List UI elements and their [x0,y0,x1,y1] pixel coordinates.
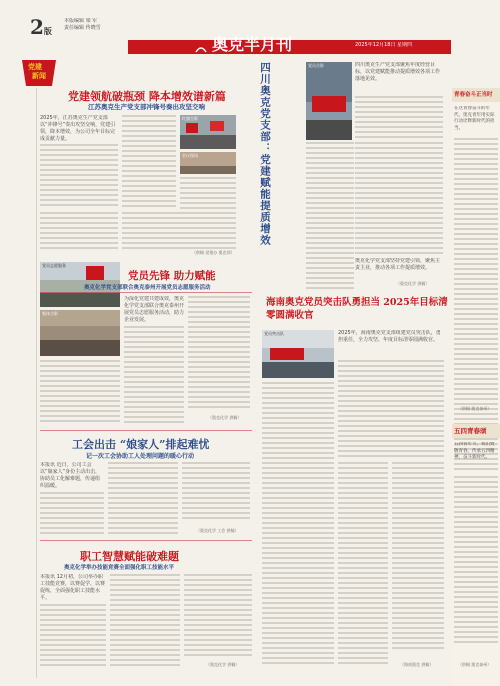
article-5-title: 工会出击 “娘家人”排起难忧 [72,438,210,451]
article-4-photo [262,330,334,378]
article-2-title: 四川奥克党支部：党建赋能提质增效 [259,62,271,246]
photo-caption: 会议现场 [182,153,198,158]
article-6-lead: 本报讯 12月初，公司举办职工技能竞赛，以赛促学、以赛促练，全面强化职工技能水平。 [40,574,106,601]
page-number: 2版 [30,15,52,39]
sidebar-byline-2: （供稿 奥克泰州） [458,662,492,667]
article-6-subtitle: 奥克化学举办技能竞赛全面强化职工技能水平 [64,565,175,571]
paper-logo [192,37,312,57]
article-3-byline: （奥克化学 供稿） [208,415,242,420]
article-7-byline: （奥克化学 供稿） [396,281,430,286]
article-1-byline: （供稿 党建办 奥克邦） [192,250,235,255]
article-2-lead: 四川奥克生产党支部聚焦年度经营目标，以党建赋能推动提质增效各项工作落地见效。 [355,62,441,82]
article-3-photo-2 [40,310,120,356]
sidebar-text-1: 在这青春奋斗的年代，奥克青年用实际行动诠释新时代的担当。 [454,106,495,131]
issue-date: 2025年12月18日 星期四 [355,42,413,48]
article-4-byline: （海南奥克 供稿） [400,662,434,667]
article-5-byline: （奥克化学 工会 供稿） [196,528,239,533]
article-6-title: 职工智慧赋能破难题 [80,550,179,563]
article-4-title-line1: 海南奥克党员突击队勇担当 2025年目标清零圆满收官 [266,297,448,321]
masthead [0,0,500,54]
article-1-lead: 2025年，江苏奥克生产党支部以“冲锋号”奏出攻坚交响，党建引领，降本增效，为公司全年目标完成贡献力量。 [40,115,116,142]
sidebar-byline-1: （供稿 奥克泰州） [458,406,492,411]
article-1-title: 党建领航破瓶颈 降本增效谱新篇 [68,90,226,103]
sidebar-banner-2: 五四青春颂 [452,424,500,438]
article-3-lead: 为深化党建共建成效，奥克化学党支部联合奥克泰州开展党员志愿服务活动，助力企业发展。 [124,296,184,323]
sidebar-text-2: 五四青年节，我们致敬青春，传承五四精神，奋斗新时代。 [454,442,495,460]
article-5-subtitle: 记一次工会协助工人处理问题的暖心行动 [86,453,195,460]
photo-caption: 党员合影 [308,63,324,68]
corner-badge: 党建 新闻 [18,58,60,88]
paper-name: 奥克半月刊 [212,35,293,54]
article-6-byline: （奥克化学 供稿） [206,662,240,667]
sidebar-banner-1: 青春奋斗正当时 [452,88,500,102]
article-1-photo-2 [180,152,236,174]
sidebar [452,88,500,686]
article-5-lead: 本报讯 近日，公司工会以“娘家人”身份主动出击，协助员工化解难题，传递组织温暖。 [40,462,101,489]
okey-logo-icon [192,40,210,54]
article-7-lead: 奥克化学党支部坚持党建引领，聚焦主责主业，推动各项工作提质增效。 [355,258,441,271]
article-1-photo-1 [180,115,236,149]
photo-caption: 集体合影 [42,311,58,316]
article-2-photo [306,62,352,140]
article-4-lead: 2025年，海南奥克党支部组建党员突击队，勇担重任，全力攻坚，年度目标清零圆满收官。 [338,330,441,343]
photo-caption: 党员志愿服务 [42,263,66,268]
left-rule [36,88,37,678]
article-3-title: 党员先锋 助力赋能 [128,270,216,282]
photo-caption: 党员突击队 [264,331,284,336]
editor-info: 本版编辑 梁 军 责任编辑 佟晓雪 [64,18,101,31]
photo-caption: 红旗合影 [182,116,198,121]
article-3-subtitle: 奥克化学党支部联合奥克泰州开展党员志愿服务活动 [84,285,211,291]
article-1-subtitle: 江苏奥克生产党支部冲锋号奏出攻坚交响 [88,103,205,111]
